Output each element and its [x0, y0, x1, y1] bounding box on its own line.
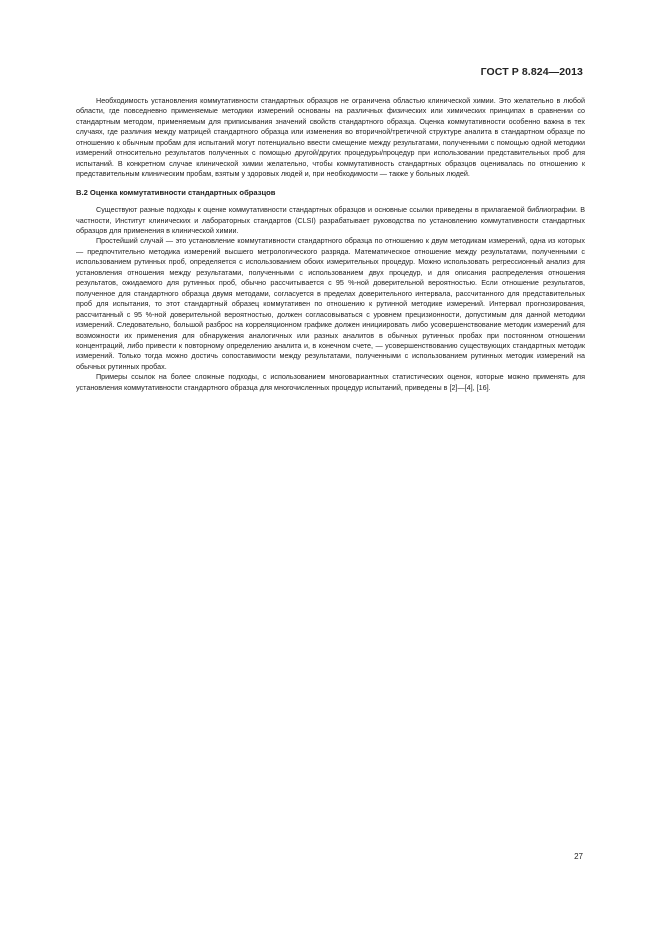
document-body: [76, 96, 585, 393]
paragraph-commutability-scope: Необходимость установления коммутативности стандартных образцов не ограничена областью клинической химии. Это желательно в любой области, где повседневно применяемые методики измерений основаны на различных физических или химических принципах в сравнении со стандартным методом, применяемым для приписывания значений свойств стандартного образца. Оценка коммутативности особенно важна в тех случаях, где различия между матрицей стандартного образца или изменения во вторичной/третичной структуре аналита в стандартном образце по отношению к обычным пробам для испытаний могут потенциально ввести смещение между результатами, полученными с помощью одной методики измерений относительно результатов полученных с помощью другой/других процедуры/процедур при использовании представительных проб для испытаний. В конкретном случае клинической химии желательно, чтобы коммутативность стандартных образцов оценивалась по отношению к представительным клиническим пробам, взятым у здоровых людей и, при необходимости — также у больных людей.: [76, 96, 585, 179]
paragraph-simplest-case: Простейший случай — это установление коммутативности стандартного образца по отношению к двум методикам измерений, одна из которых — предпочтительно методика измерений высшего метрологического разряда. Математическое отношение между результатами, полученными с использованием рутинных проб, определяется с использованием обоих измерительных процедур. Можно использовать регрессионный анализ для установления отношения между результатами, полученными с использованием двух процедур, и для описания распределения отношения результатов, ожидаемого для рутинных проб, обычно рассчитывается с 95 %-ной доверительной вероятностью. Если отношение результатов, полученное для стандартного образца двумя методами, согласуется в пределах доверительного интервала, рассчитанного для представительных проб для испытания, то этот стандартный образец коммутативен по отношению к рутинной методике измерений. Интервал прогнозирования, рассчитанный с 95 %-ной доверительной вероятностью, должен согласовываться с уровнем прецизионности, допустимым для данной методики измерений. Следовательно, большой разброс на корреляционном графике должен инициировать либо усовершенствование методик измерений для возможности их применения для обнаружения аналогичных или разных аналитов в обычных рутинных пробах при постоянном отношении концентраций, либо привести к повторному определению аналита и, в конечном счете, — усовершенствованию существующих стандартных методик измерений. Только тогда можно достичь сопоставимости между результатами, полученными с использованием рутинных методик измерений на обычных рутинных пробах.: [76, 236, 585, 371]
paragraph-approaches: Существуют разные подходы к оценке коммутативности стандартных образцов и основные ссылки приведены в прилагаемой библиографии. В частности, Институт клинических и лабораторных стандартов (CLSI) разрабатывает руководства по установлению коммутативности стандартных образцов для применения в клинической химии.: [76, 205, 585, 235]
page-number: 27: [574, 852, 583, 861]
paragraph-complex-approaches: Примеры ссылок на более сложные подходы, с использованием многовариантных статистических оценок, которые можно применять для установления коммутативности стандартного образца для многочисленных процедур испытаний, приведены в [2]—[4], [16].: [76, 372, 585, 392]
section-heading-b2: В.2 Оценка коммутативности стандартных образцов: [76, 187, 276, 197]
document-code-header: ГОСТ Р 8.824—2013: [480, 66, 583, 78]
